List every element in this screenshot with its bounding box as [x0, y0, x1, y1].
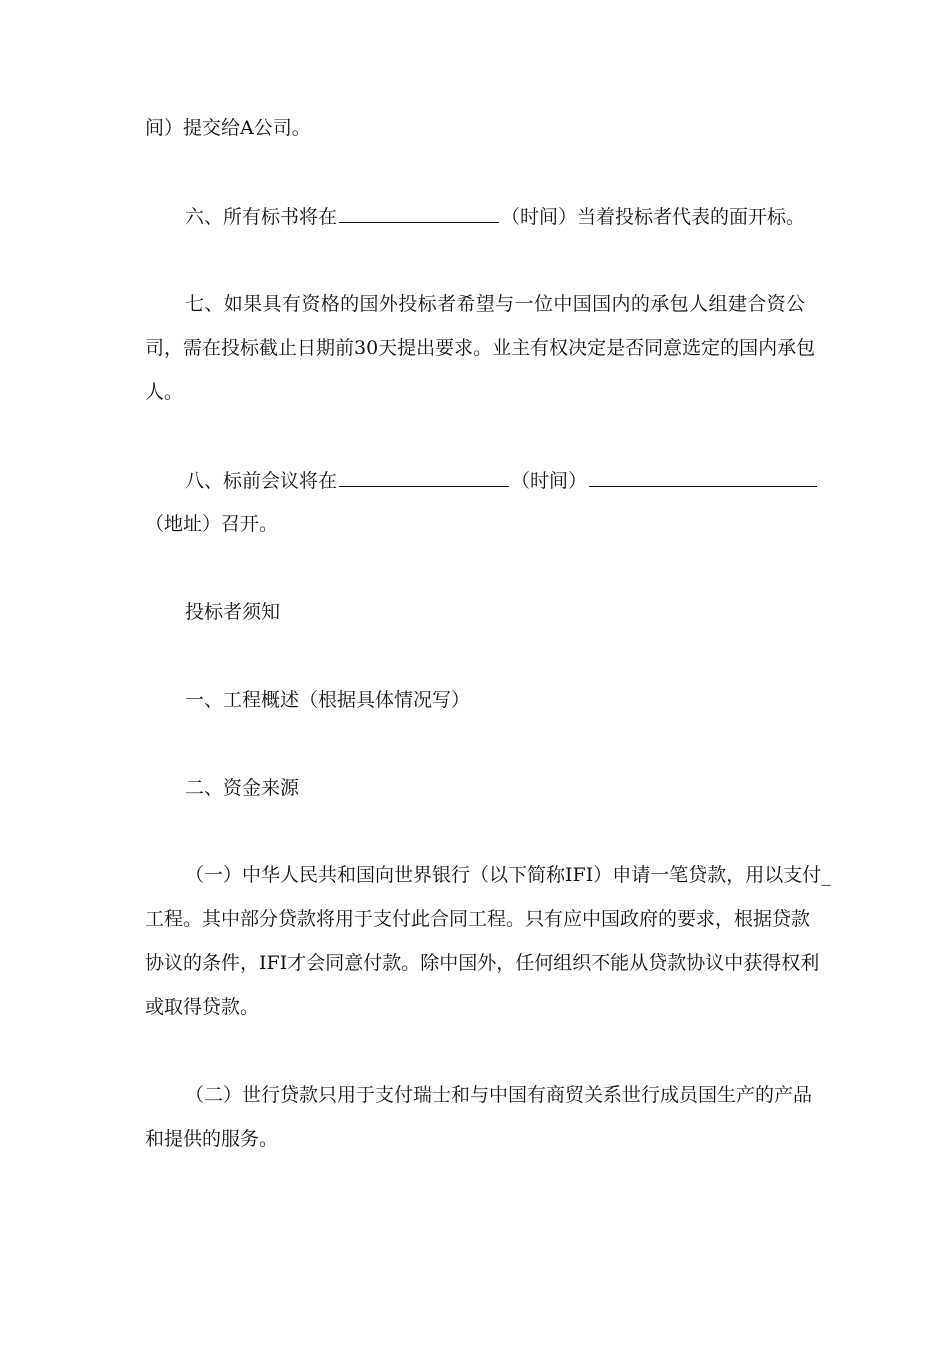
paragraph-8-mid: （时间） — [511, 470, 588, 492]
paragraph-8-prefix: 八、标前会议将在 — [185, 470, 338, 492]
section-title: 投标者须知 — [185, 601, 281, 623]
paragraph-6-suffix: （时间）当着投标者代表的面开标。 — [501, 206, 806, 228]
paragraph-7-line-1: 七、如果具有资格的国外投标者希望与一位中国国内的承包人组建合资公 — [185, 293, 805, 315]
paragraph-5-tail: 间）提交给A公司。 — [145, 117, 311, 139]
paragraph-7-line-2: 司，需在投标截止日期前30天提出要求。业主有权决定是否同意选定的国内承包 — [145, 337, 816, 359]
item-1: 一、工程概述（根据具体情况写） — [185, 689, 471, 711]
meeting-time-blank — [339, 467, 509, 487]
paragraph-7-line-3: 人。 — [145, 381, 184, 403]
time-blank — [339, 203, 499, 223]
paragraph-6 — [145, 203, 805, 230]
subitem-1-line-1: （一）中华人民共和国向世界银行（以下简称IFI）申请一笔贷款，用以支付_ — [185, 864, 831, 886]
paragraph-8-line-2: （地址）召开。 — [145, 513, 279, 535]
subitem-1-line-2: 工程。其中部分贷款将用于支付此合同工程。只有应中国政府的要求，根据贷款 — [145, 908, 811, 930]
subitem-1-line-4: 或取得贷款。 — [145, 996, 260, 1018]
paragraph-8 — [145, 467, 805, 494]
subitem-2-line-2: 和提供的服务。 — [145, 1128, 279, 1150]
item-2: 二、资金来源 — [185, 777, 300, 799]
subitem-1-line-3: 协议的条件，IFI才会同意付款。除中国外，任何组织不能从贷款协议中获得权利 — [145, 952, 820, 974]
meeting-address-blank — [589, 467, 817, 487]
paragraph-6-prefix: 六、所有标书将在 — [185, 206, 338, 228]
subitem-2-line-1: （二）世行贷款只用于支付瑞士和与中国有商贸关系世行成员国生产的产品 — [185, 1084, 813, 1106]
